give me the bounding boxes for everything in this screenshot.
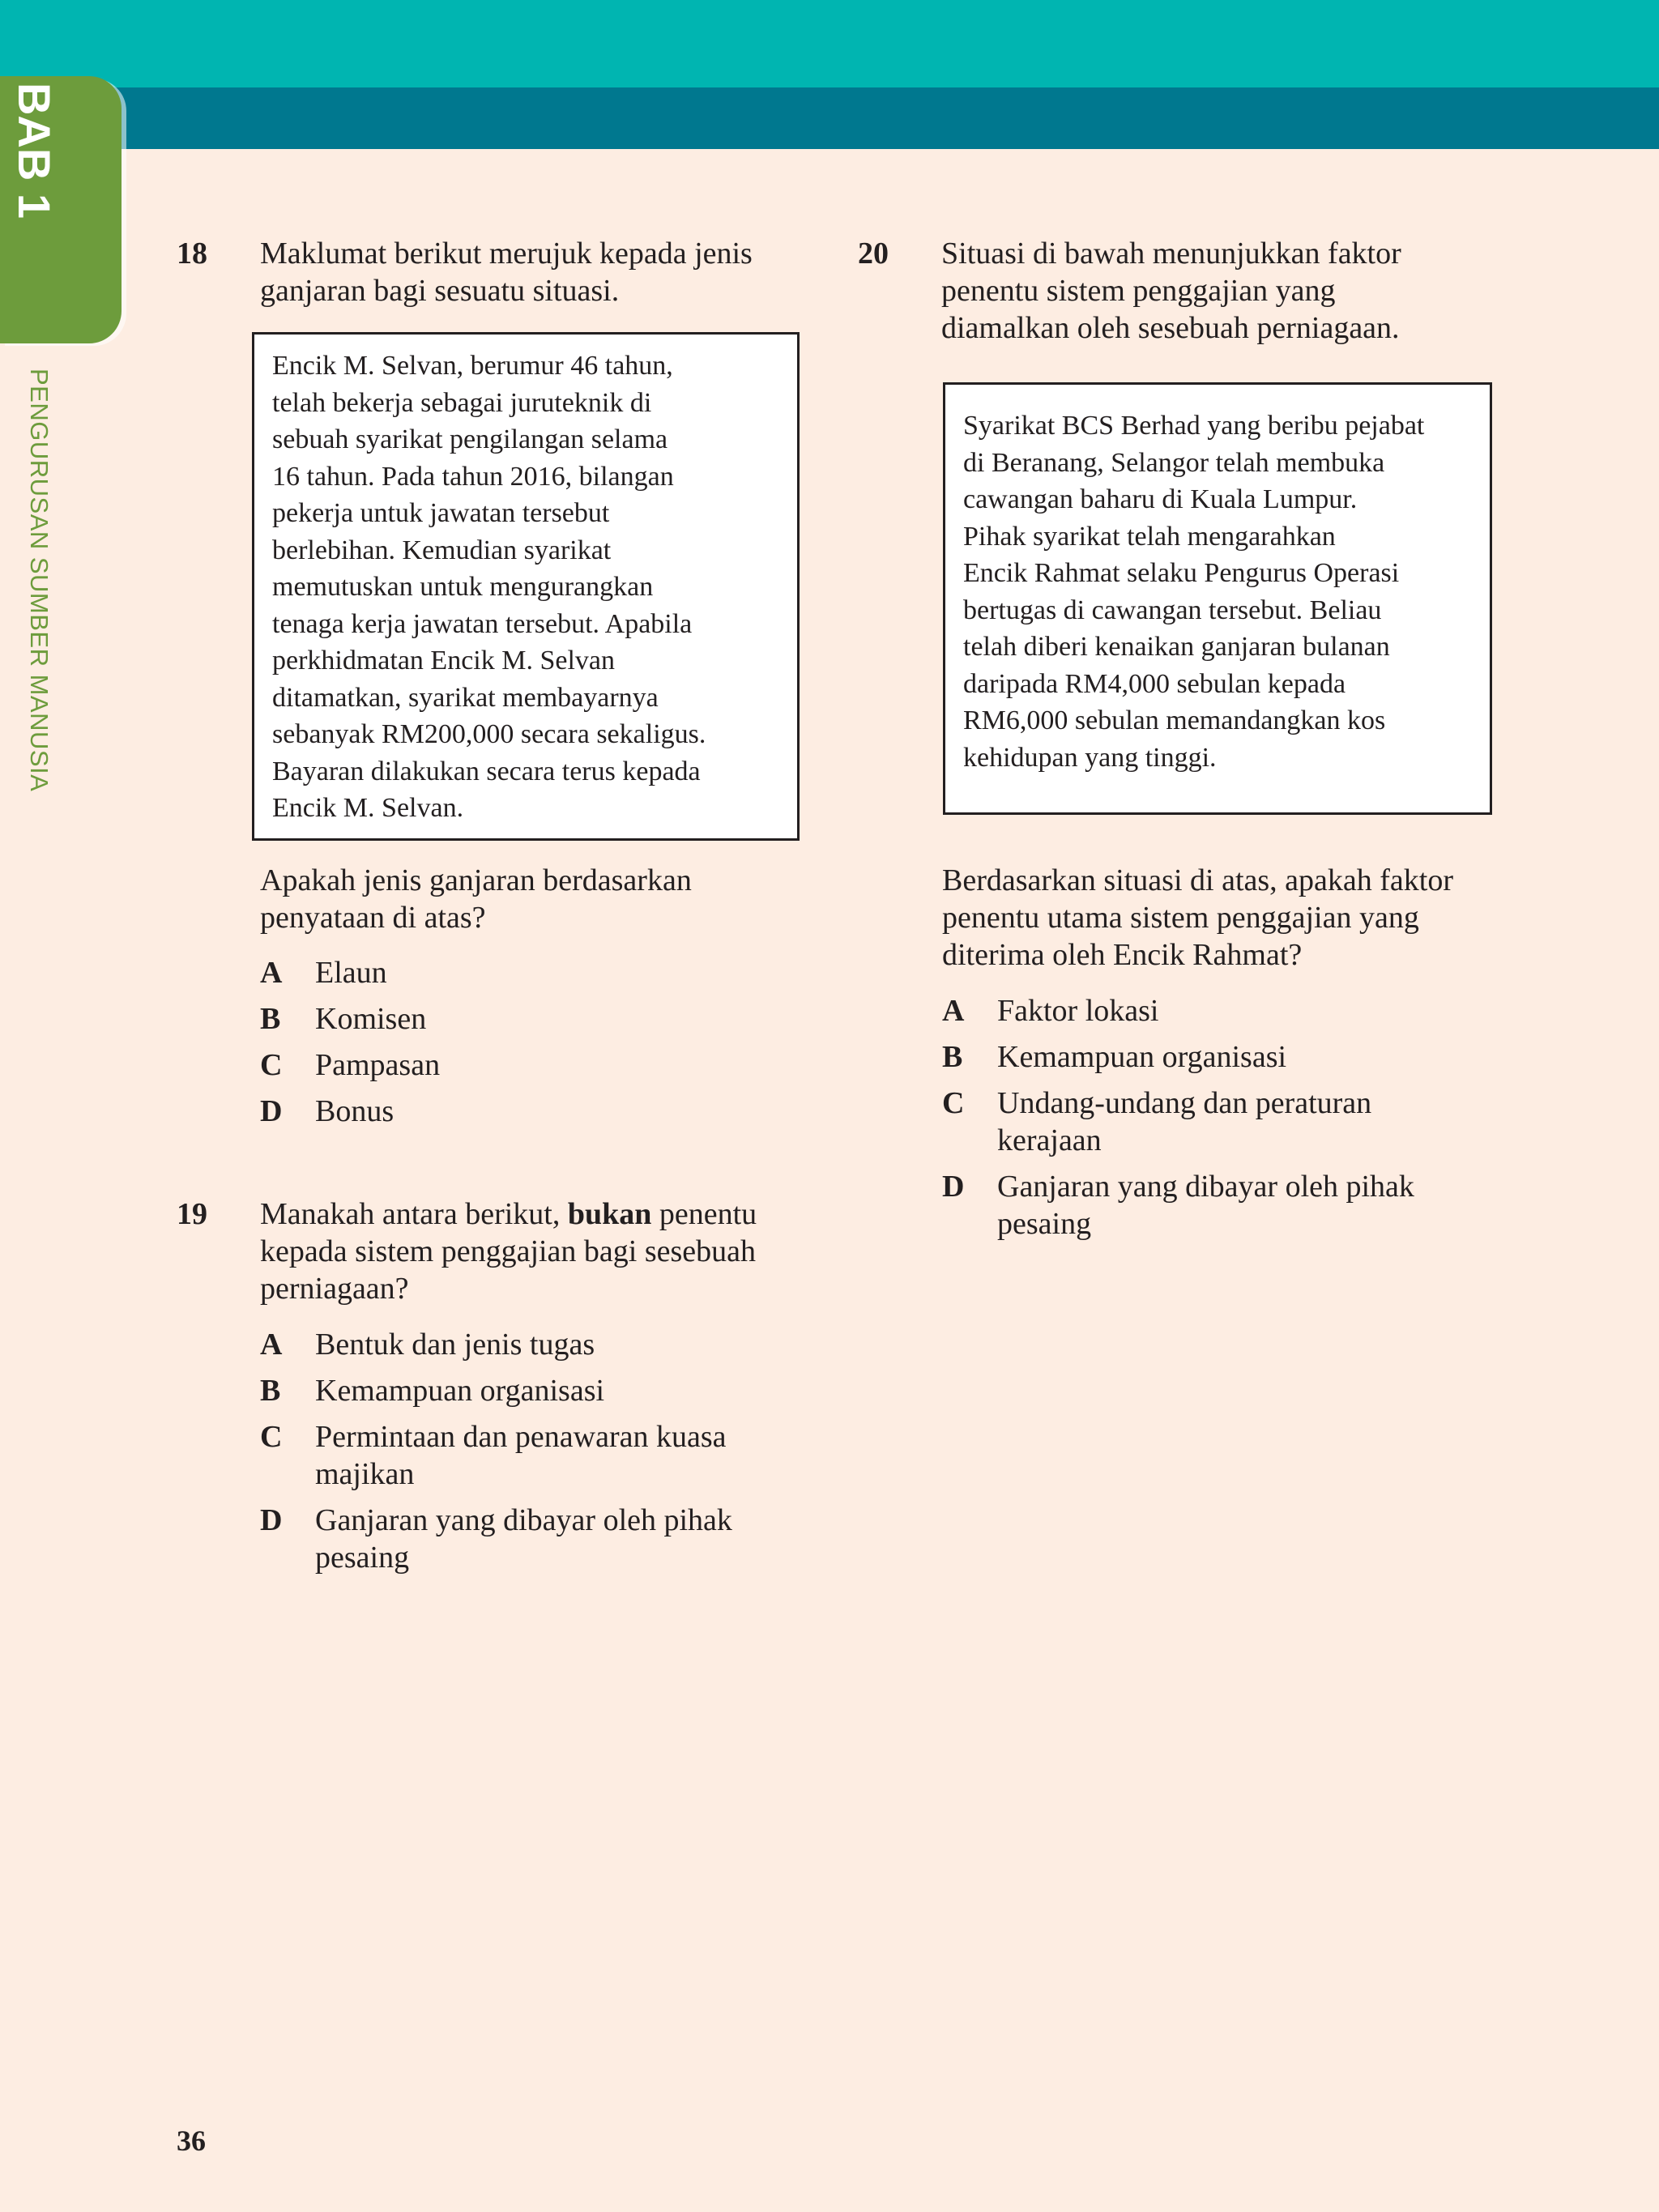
option-b[interactable] — [260, 1372, 811, 1409]
q18-case-box — [252, 332, 800, 841]
option-letter: B — [260, 1002, 281, 1036]
case-line: 16 tahun. Pada tahun 2016, bilangan — [272, 461, 674, 492]
q18-options — [260, 954, 811, 1139]
chapter-label: BAB 1 — [9, 82, 60, 219]
option-c[interactable] — [260, 1046, 811, 1084]
option-letter: C — [260, 1048, 283, 1082]
option-b[interactable] — [260, 1000, 811, 1038]
option-a[interactable] — [942, 992, 1509, 1029]
option-text: Faktor lokasi — [997, 994, 1159, 1028]
case-line: telah bekerja sebagai juruteknik di — [272, 387, 652, 418]
case-line: RM6,000 sebulan memandangkan kos — [963, 705, 1386, 735]
option-letter: C — [260, 1420, 283, 1454]
header-band-bottom — [0, 87, 1659, 149]
option-text: Elaun — [315, 956, 387, 990]
case-line: Bayaran dilakukan secara terus kepada — [272, 756, 701, 786]
question-text-after: penentu kepada sistem penggajian bagi sesebuah perniagaan? — [260, 1197, 757, 1306]
q18-prompt: Apakah jenis ganjaran berdasarkan penyataan di atas? — [260, 863, 692, 935]
q19-options — [260, 1326, 811, 1585]
option-text: Permintaan dan penawaran kuasa majikan — [315, 1420, 727, 1491]
question-keyword: bukan — [567, 1197, 652, 1231]
option-c[interactable] — [942, 1085, 1509, 1159]
question-number: 19 — [177, 1197, 207, 1231]
question-intro: Maklumat berikut merujuk kepada jenis ganjaran bagi sesuatu situasi. — [260, 237, 753, 308]
case-line: perkhidmatan Encik M. Selvan — [272, 646, 616, 676]
case-line: tenaga kerja jawatan tersebut. Apabila — [272, 608, 693, 639]
case-line: Encik M. Selvan. — [272, 793, 464, 823]
case-line: sebuah syarikat pengilangan selama — [272, 424, 668, 454]
question-text-before: Manakah antara berikut, — [260, 1197, 561, 1231]
header-band-top — [0, 0, 1659, 89]
option-letter: A — [260, 956, 283, 990]
option-text: Ganjaran yang dibayar oleh pihak pesaing — [315, 1503, 732, 1575]
option-b[interactable] — [942, 1038, 1509, 1076]
case-line: berlebihan. Kemudian syarikat — [272, 535, 612, 565]
option-text: Bonus — [315, 1094, 394, 1128]
question-number: 20 — [858, 237, 889, 271]
option-text: Bentuk dan jenis tugas — [315, 1328, 595, 1362]
option-d[interactable] — [942, 1168, 1509, 1242]
option-c[interactable] — [260, 1418, 811, 1493]
option-letter: B — [942, 1040, 963, 1074]
option-d[interactable] — [260, 1093, 811, 1130]
option-letter: D — [942, 1170, 965, 1204]
option-letter: B — [260, 1374, 281, 1408]
option-letter: C — [942, 1086, 965, 1120]
case-line: pekerja untuk jawatan tersebut — [272, 498, 610, 528]
case-line: Syarikat BCS Berhad yang beribu pejabat — [963, 411, 1425, 441]
case-line: Pihak syarikat telah mengarahkan — [963, 521, 1336, 552]
case-line: Encik Rahmat selaku Pengurus Operasi — [963, 558, 1400, 588]
option-text: Kemampuan organisasi — [315, 1374, 605, 1408]
case-line: sebanyak RM200,000 secara sekaligus. — [272, 719, 706, 749]
option-letter: D — [260, 1503, 283, 1537]
case-line: telah diberi kenaikan ganjaran bulanan — [963, 632, 1390, 662]
case-line: ditamatkan, syarikat membayarnya — [272, 682, 659, 713]
option-a[interactable] — [260, 1326, 811, 1363]
case-line: kehidupan yang tinggi. — [963, 742, 1217, 773]
option-text: Komisen — [315, 1002, 427, 1036]
option-a[interactable] — [260, 954, 811, 991]
question-intro: Situasi di bawah menunjukkan faktor penentu sistem penggajian yang diamalkan oleh sesebuah perniagaan. — [941, 237, 1401, 345]
option-text: Ganjaran yang dibayar oleh pihak pesaing — [997, 1170, 1414, 1241]
question-text — [260, 1196, 819, 1307]
case-line: bertugas di cawangan tersebut. Beliau — [963, 595, 1382, 625]
option-letter: A — [942, 994, 965, 1028]
option-letter: D — [260, 1094, 283, 1128]
q20-case-box — [943, 382, 1492, 815]
side-label-text: PENGURUSAN SUMBER MANUSIA — [25, 369, 53, 792]
option-text: Pampasan — [315, 1048, 441, 1082]
q20-prompt: Berdasarkan situasi di atas, apakah faktor penentu utama sistem penggajian yang diterima oleh Encik Rahmat? — [942, 863, 1453, 972]
q20-options — [942, 992, 1509, 1251]
case-line: memutuskan untuk mengurangkan — [272, 572, 654, 602]
case-line: Encik M. Selvan, berumur 46 tahun, — [272, 351, 673, 381]
question-number: 18 — [177, 237, 207, 271]
option-text: Kemampuan organisasi — [997, 1040, 1287, 1074]
case-line: cawangan baharu di Kuala Lumpur. — [963, 484, 1358, 514]
page-number: 36 — [177, 2125, 206, 2157]
case-line: di Beranang, Selangor telah membuka — [963, 447, 1385, 478]
option-d[interactable] — [260, 1502, 811, 1576]
option-text: Undang-undang dan peraturan kerajaan — [997, 1086, 1372, 1157]
option-letter: A — [260, 1328, 283, 1362]
case-line: daripada RM4,000 sebulan kepada — [963, 668, 1346, 699]
